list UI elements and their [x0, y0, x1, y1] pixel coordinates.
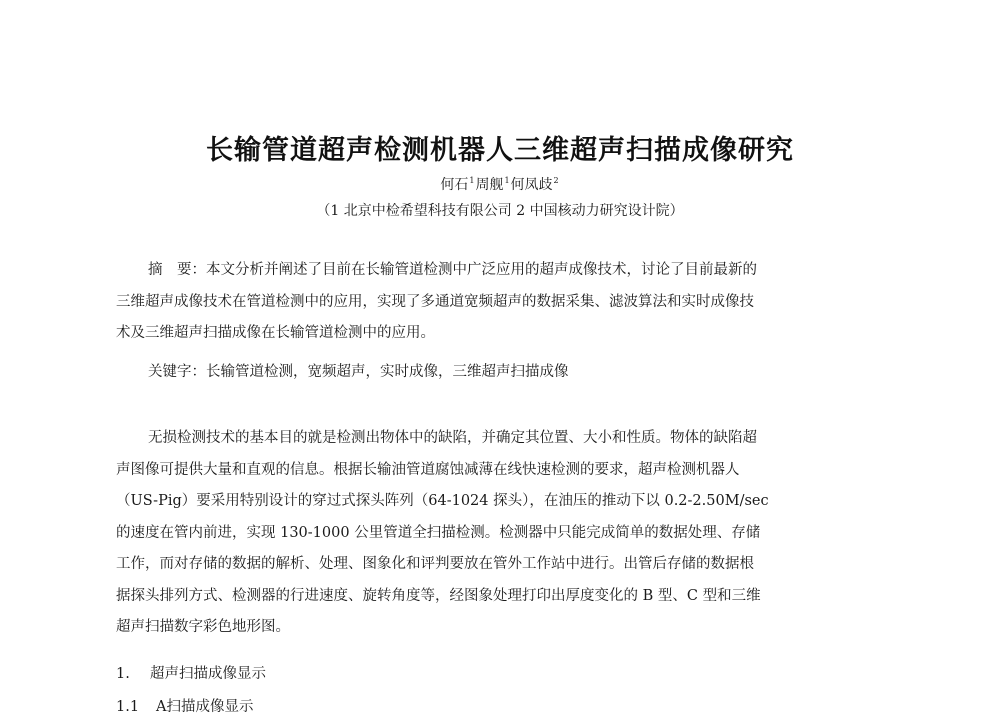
- body-line: 工作，而对存储的数据的解析、处理、图象化和评判要放在管外工作站中进行。出管后存储的数据根: [116, 556, 754, 572]
- body-line: （US-Pig）要采用特别设计的穿过式探头阵列（64-1024 探头），在油压的推动下以 0.2-2.50M/sec: [116, 493, 769, 509]
- abstract-line: 摘 要：本文分析并阐述了目前在长输管道检测中广泛应用的超声成像技术，讨论了目前最新的: [148, 262, 757, 278]
- body-line: 据探头排列方式、检测器的行进速度、旋转角度等，经图象处理打印出厚度变化的 B 型、C 型和三维: [116, 587, 761, 604]
- subsection-number: 1.1: [116, 699, 140, 715]
- body-line: 无损检测技术的基本目的就是检测出物体中的缺陷，并确定其位置、大小和性质。物体的缺陷超: [148, 430, 757, 446]
- section-heading: [116, 662, 266, 683]
- author-name: 周舰: [475, 177, 504, 193]
- affiliation: （1 北京中检希望科技有限公司 2 中国核动力研究设计院）: [316, 203, 684, 219]
- subsection-heading: [116, 695, 253, 716]
- body-paragraph: [116, 423, 886, 644]
- section-number: 1.: [116, 666, 130, 682]
- abstract-line: 术及三维超声扫描成像在长输管道检测中的应用。: [116, 325, 435, 341]
- section-title: 超声扫描成像显示: [150, 666, 266, 682]
- abstract: [116, 255, 886, 350]
- keywords: [116, 357, 886, 389]
- author-name: 何凤歧: [510, 177, 553, 193]
- author-affil-mark: 1: [504, 176, 510, 186]
- keywords-line: 关键字：长输管道检测，宽频超声，实时成像，三维超声扫描成像: [148, 364, 569, 380]
- author-name: 何石: [440, 177, 469, 193]
- author-list: [0, 174, 1000, 194]
- paper-title: 长输管道超声检测机器人三维超声扫描成像研究: [206, 135, 794, 166]
- body-line: 声图像可提供大量和直观的信息。根据长输油管道腐蚀减薄在线快速检测的要求，超声检测机器人: [116, 461, 740, 478]
- subsection-title: A扫描成像显示: [156, 699, 254, 715]
- body-line: 的速度在管内前进，实现 130-1000 公里管道全扫描检测。检测器中只能完成简单的数据处理、存储: [116, 524, 761, 541]
- author-affil-mark: 2: [553, 176, 559, 186]
- abstract-line: 三维超声成像技术在管道检测中的应用，实现了多通道宽频超声的数据采集、滤波算法和实时成像技: [116, 293, 754, 310]
- body-line: 超声扫描数字彩色地形图。: [116, 619, 290, 635]
- author-affil-mark: 1: [469, 176, 475, 186]
